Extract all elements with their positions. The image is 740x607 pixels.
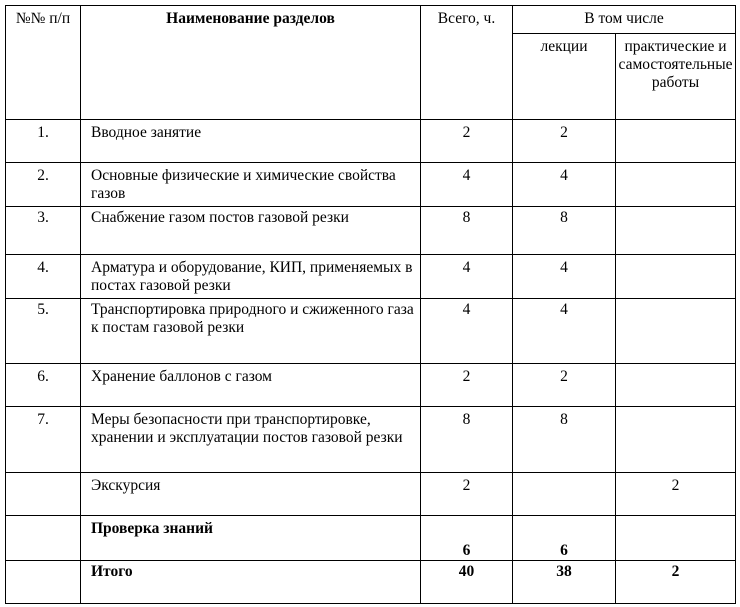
row-practical: 2 [616,473,736,516]
row-total: 2 [421,473,513,516]
row-lectures: 2 [513,120,616,163]
row-name: Меры безопасности при транспортировке, хранении и эксплуатации постов газовой резки [81,407,421,473]
table-row [6,163,736,207]
row-total: 40 [421,561,513,604]
row-name: Вводное занятие [81,120,421,163]
row-practical [616,407,736,473]
row-total: 4 [421,299,513,364]
header-practical: практические и самостоятельные работы [616,34,736,120]
row-practical [616,299,736,364]
table-row [6,516,736,561]
row-practical [616,120,736,163]
row-num: 4. [6,255,81,299]
row-lectures: 8 [513,207,616,255]
row-num: 1. [6,120,81,163]
header-lectures: лекции [513,34,616,120]
row-name: Основные физические и химические свойства газов [81,163,421,207]
row-total: 2 [421,120,513,163]
row-total: 4 [421,163,513,207]
table-row [6,255,736,299]
row-lectures: 4 [513,299,616,364]
row-name: Транспортировка природного и сжиженного газа к постам газовой резки [81,299,421,364]
row-practical [616,255,736,299]
row-lectures: 38 [513,561,616,604]
header-num: №№ п/п [6,6,81,120]
table-row [6,473,736,516]
row-num: 6. [6,364,81,407]
curriculum-table [5,5,736,604]
row-practical [616,163,736,207]
table-row [6,561,736,604]
row-practical [616,364,736,407]
table-row [6,207,736,255]
table-row [6,120,736,163]
row-num: 2. [6,163,81,207]
table-row [6,407,736,473]
row-lectures: 2 [513,364,616,407]
header-total: Всего, ч. [421,6,513,120]
row-lectures: 8 [513,407,616,473]
row-practical [616,207,736,255]
table-row [6,299,736,364]
row-name: Экскурсия [81,473,421,516]
row-total: 8 [421,207,513,255]
header-including: В том числе [513,6,736,34]
header-name: Наименование разделов [81,6,421,120]
row-total: 6 [421,516,513,561]
row-num: 7. [6,407,81,473]
header-row [6,6,736,34]
row-name: Проверка знаний [81,516,421,561]
row-lectures [513,473,616,516]
row-num [6,473,81,516]
row-num: 3. [6,207,81,255]
row-lectures: 4 [513,163,616,207]
row-name: Итого [81,561,421,604]
row-lectures: 4 [513,255,616,299]
row-name: Снабжение газом постов газовой резки [81,207,421,255]
row-practical: 2 [616,561,736,604]
row-name: Арматура и оборудование, КИП, применяемых в постах газовой резки [81,255,421,299]
table-row [6,364,736,407]
row-total: 8 [421,407,513,473]
row-num: 5. [6,299,81,364]
row-total: 2 [421,364,513,407]
row-num [6,516,81,561]
row-practical [616,516,736,561]
row-num [6,561,81,604]
row-total: 4 [421,255,513,299]
row-name: Хранение баллонов с газом [81,364,421,407]
row-lectures: 6 [513,516,616,561]
